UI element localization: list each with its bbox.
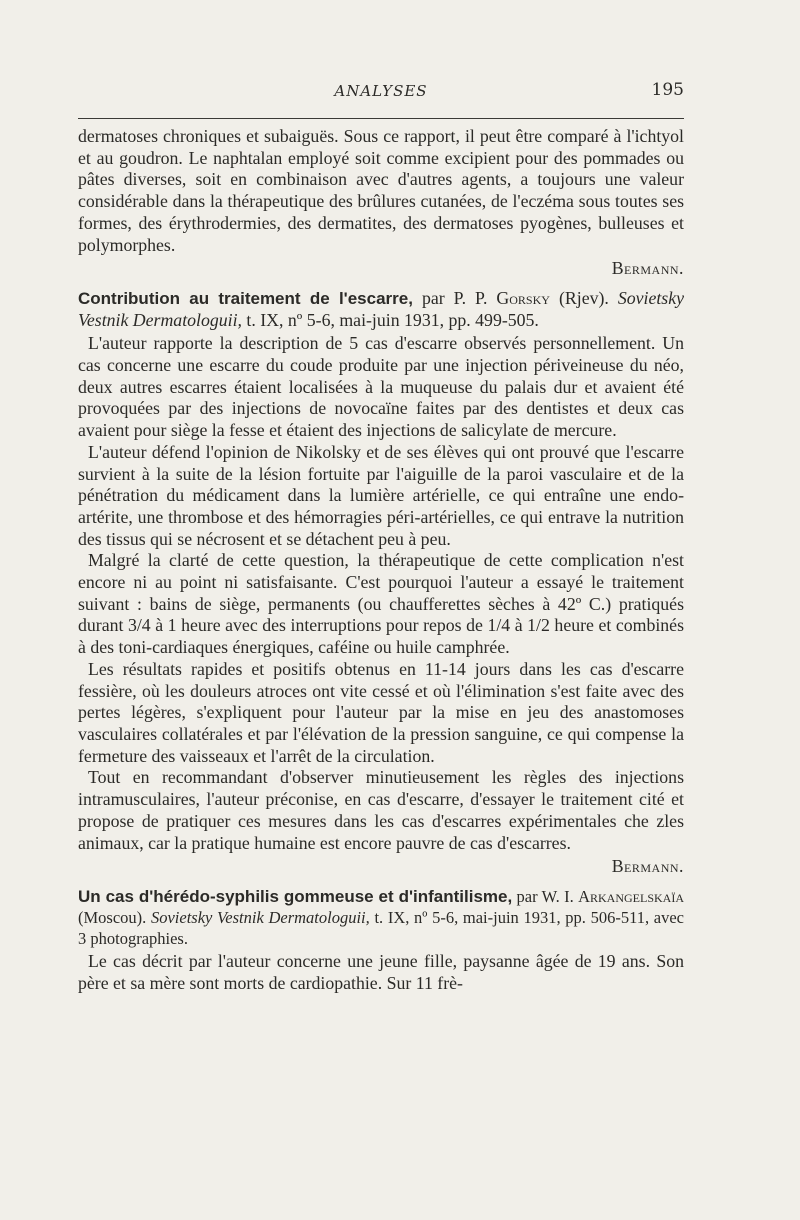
paragraph: L'auteur défend l'opinion de Nikolsky et de ses élèves qui ont prouvé que l'escarre survient à la suite de la lésion fortuite par l'aiguille de la paroi vasculaire et de la pénétration du médicament dans la lumière artérielle, ce qui entraîne une endo-artérite, une thrombose et des hémorragies péri-artérielles, ce qui entrave la nutrition des tissus qui se nécrosent et se détachent peu à peu. — [78, 441, 684, 549]
continuation-paragraph: dermatoses chroniques et subaiguës. Sous ce rapport, il peut être comparé à l'ichtyol et au goudron. Le naphtalan employé soit comme excipient pour des pommades ou pâtes diverses, soit en combinaison avec d'autres agents, a toujours une valeur considérable dans la thérapeutique des brûlures cutanées, de l'eczéma sous toutes ses formes, des érythrodermies, des dermatites, des dermatoses pyogènes, bulleuses et polymorphes. — [78, 126, 684, 255]
article-heading — [78, 886, 684, 949]
article-place: (Moscou). — [78, 907, 147, 927]
article-reference: t. IX, nº 5-6, mai-juin 1931, pp. 499-505. — [246, 309, 539, 330]
running-head: ANALYSES — [334, 82, 428, 100]
article-title: Contribution au traitement de l'escarre, — [78, 288, 413, 308]
article-journal: Sovietsky Vestnik Dermatologuii, — [150, 907, 370, 927]
paragraph: Les résultats rapides et positifs obtenus en 11-14 jours dans les cas d'escarre fessière, où les douleurs atroces ont vite cessé et où l'élimination s'est faite avec des pertes légères, s'expliquent pour l'auteur par la mise en jeu des anastomoses vasculaires collatérales et par l'élévation de la pression sanguine, ce qui compense la fermeture des vaisseaux et l'arrêt de la circulation. — [78, 658, 684, 766]
article-by: par P. P. — [421, 287, 488, 308]
article-reference: t. IX, nº 5-6, mai-juin 1931, pp. 506-511, avec 3 photographies. — [78, 907, 684, 948]
article-place: (Rjev). — [558, 287, 609, 308]
article-journal: Sovietsky Vestnik Dermatologuii, — [78, 287, 685, 330]
article-heading — [78, 288, 684, 331]
article-title: Un cas d'hérédo-syphilis gommeuse et d'infantilisme, — [78, 886, 513, 906]
paragraph: L'auteur rapporte la description de 5 cas d'escarre observés personnellement. Un cas concerne une escarre du coude produite par une injection périveineuse du néo, deux autres escarres étaient localisées à la muqueuse du palais dur et avaient été provoquées par des injections de novocaïne faites par des dentistes et deux cas avaient pour siège la fesse et étaient des injections de salicylate de mercure. — [78, 333, 684, 441]
signature: Bermann. — [611, 856, 684, 877]
page-header — [78, 80, 684, 104]
paragraph: Le cas décrit par l'auteur concerne une jeune fille, paysanne âgée de 19 ans. Son père et sa mère sont morts de cardiopathie. Sur 11 frè- — [78, 950, 684, 993]
page-number: 195 — [651, 80, 684, 100]
paragraph: Tout en recommandant d'observer minutieusement les règles des injections intramusculaires, l'auteur préconise, en cas d'escarre, d'essayer le traitement cité et propose de pratiquer ces mesures dans les cas d'escarres expérimentales che zles animaux, car la pratique humaine est encore pauvre de cas d'escarres. — [78, 767, 684, 853]
signature: Bermann. — [611, 258, 684, 279]
article-author: Gorsky — [496, 287, 550, 308]
article-author: Arkangelskaïa — [578, 886, 685, 906]
article-by: par W. I. — [516, 886, 574, 906]
header-rule — [78, 118, 684, 119]
page-body — [78, 126, 684, 994]
paragraph: Malgré la clarté de cette question, la thérapeutique de cette complication n'est encore ni au point ni satisfaisante. C'est pourquoi l'auteur a essayé le traitement suivant : bains de siège, permanents (ou chaufferettes sèches à 42º C.) pratiqués durant 3/4 à 1 heure avec des interruptions pour repos de 1/4 à 1/2 heure et combinés à des toni-cardiaques énergiques, caféine ou huile camphrée. — [78, 550, 684, 658]
